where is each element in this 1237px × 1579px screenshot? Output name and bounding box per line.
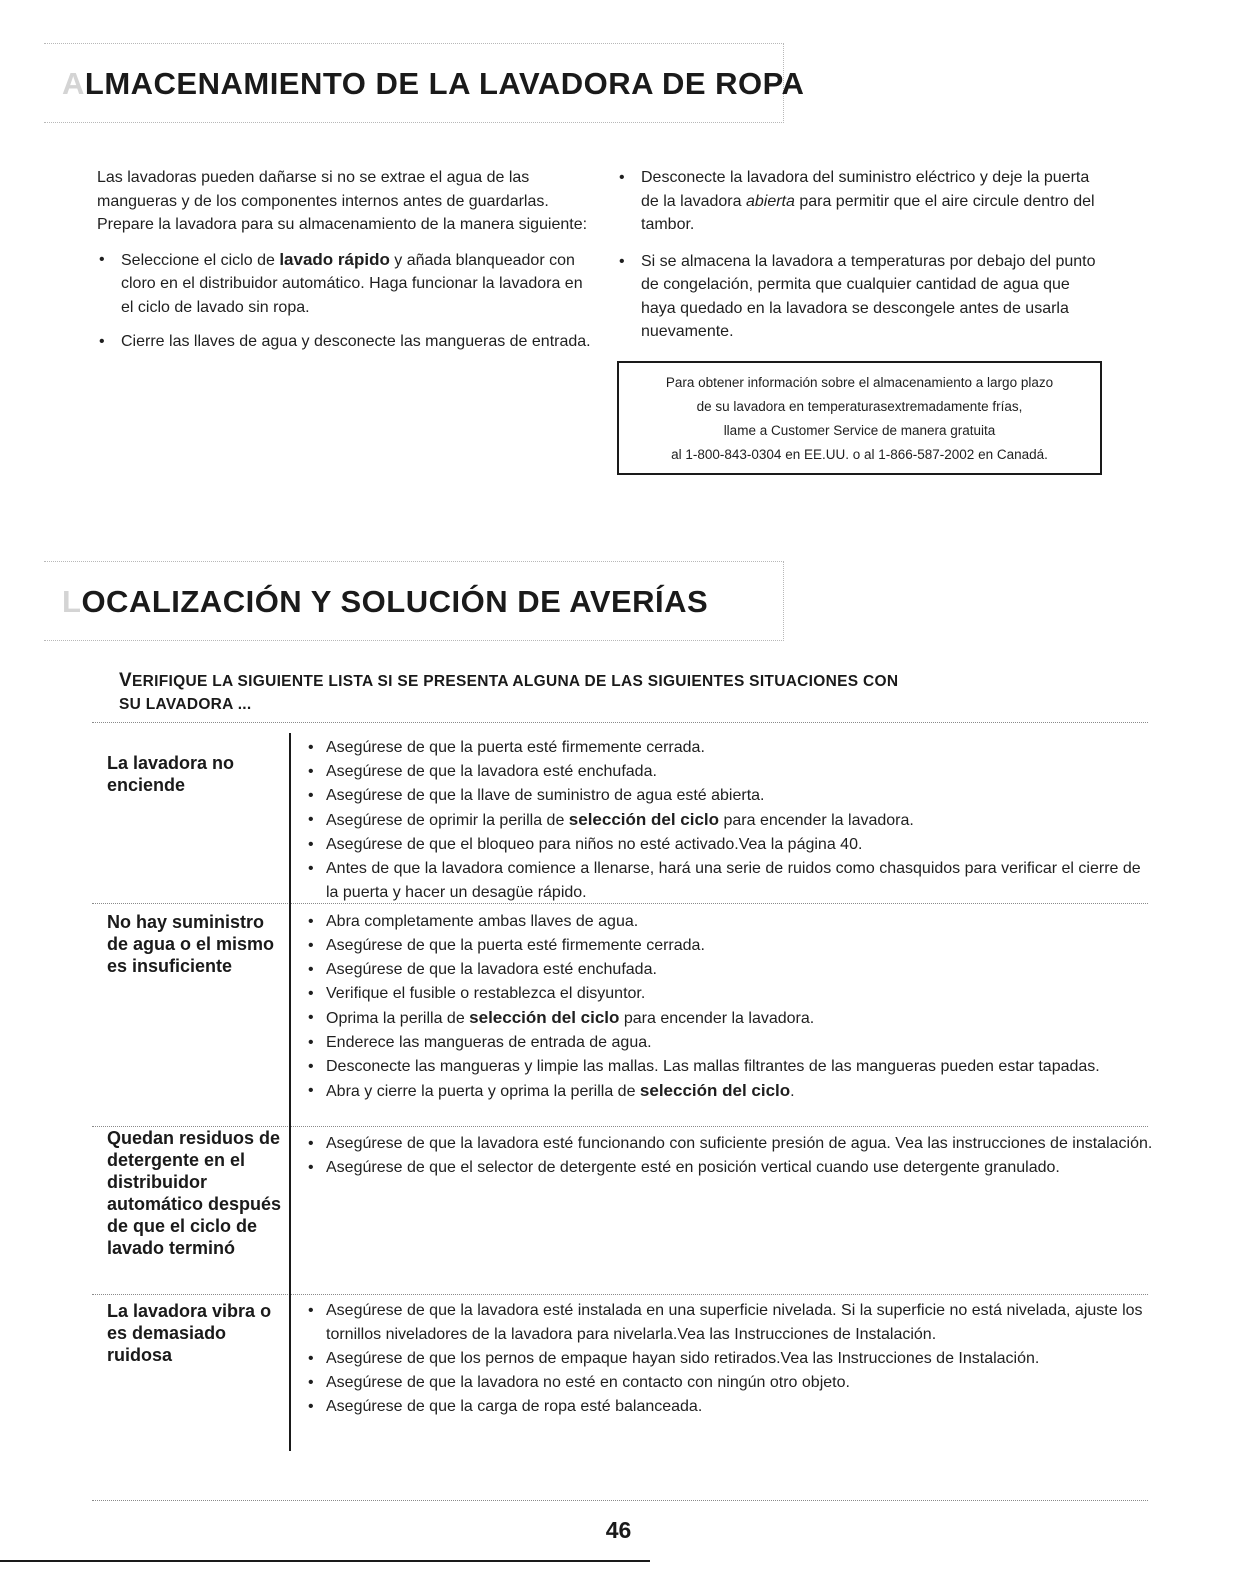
solution-item: • Asegúrese de que los pernos de empaque hayan sido retirados.Vea las Instrucciones de Instalación.: [306, 1347, 1156, 1371]
solutions-list-no-power: [306, 736, 1156, 905]
storage-steps-list: [97, 248, 597, 354]
solution-item: • Asegúrese de que la puerta esté firmemente cerrada.: [306, 934, 1156, 958]
troubleshooting-title-text: OCALIZACIÓN Y SOLUCIÓN DE AVERÍAS: [81, 584, 709, 619]
storage-step-freezing: • Si se almacena la lavadora a temperaturas por debajo del punto de congelación, permita que cualquier cantidad de agua que haya quedado en la lavadora se descongele antes de usarla nuevamente.: [617, 250, 1107, 344]
heading-line-1-text: ERIFIQUE LA SIGUIENTE LISTA SI SE PRESENTA ALGUNA DE LAS SIGUIENTES SITUACIONES CON: [131, 673, 899, 690]
solution-item-tail: para encender la lavadora.: [619, 1010, 815, 1027]
contact-line-1: Para obtener información sobre el almacenamiento a largo plazo: [665, 375, 1054, 390]
solution-item: • Asegúrese de que la llave de suministro de agua esté abierta.: [306, 784, 1156, 808]
open-emphasis: abierta: [745, 192, 795, 210]
storage-step-3-tail: para permitir que el aire circule dentro del tambor.: [641, 192, 1095, 233]
solution-item: • Asegúrese de que la lavadora esté enchufada.: [306, 760, 1156, 784]
heading-initial: V: [119, 670, 132, 691]
contact-info-box: [617, 361, 1102, 475]
solution-item: • Enderece las mangueras de entrada de agua.: [306, 1031, 1156, 1055]
storage-section-title: [62, 66, 804, 102]
storage-step-1-text: Seleccione el ciclo de: [121, 251, 280, 269]
page-number: 46: [605, 1517, 632, 1543]
storage-step-disconnect: [617, 166, 1107, 237]
storage-step-quick-wash: [97, 248, 597, 320]
quick-wash-emphasis: lavado rápido: [279, 249, 390, 269]
footer-separator: [92, 1500, 1148, 1501]
problem-label-detergent-residue: Quedan residuos de detergente en el distribuidor automático después de que el ciclo de lavado terminó: [107, 1128, 282, 1258]
heading-line-2: SU LAVADORA ...: [119, 696, 252, 713]
solution-item-tail: .: [790, 1083, 795, 1100]
solution-item-tail: para encender la lavadora.: [719, 812, 914, 829]
storage-title-text: LMACENAMIENTO DE LA LAVADORA DE ROPA: [84, 66, 805, 101]
contact-line-4: al 1-800-843-0304 en EE.UU. o al 1-866-587-2002 en Canadá.: [671, 447, 1048, 462]
table-vertical-divider: [289, 733, 291, 1451]
troubleshooting-heading: [119, 669, 1119, 716]
solution-item: • Asegúrese de que la puerta esté firmemente cerrada.: [306, 736, 1156, 760]
cycle-selection-emphasis: selección del ciclo: [568, 810, 720, 829]
storage-right-column: [617, 166, 1107, 344]
storage-steps-list-2: [617, 166, 1107, 344]
storage-intro: Las lavadoras pueden dañarse si no se extrae el agua de las mangueras y de los componentes internos antes de guardarlas. Prepare la lavadora para su almacenamiento de la manera siguiente:: [97, 169, 588, 233]
solution-item: • Antes de que la lavadora comience a llenarse, hará una serie de ruidos como chasquidos para verificar el cierre de la puerta y hacer un desagüe rápido.: [306, 857, 1156, 905]
solution-item-text: Asegúrese de oprimir la perilla de: [326, 812, 569, 829]
solution-item: • Desconecte las mangueras y limpie las mallas. Las mallas filtrantes de las mangueras pueden estar tapadas.: [306, 1055, 1156, 1079]
troubleshooting-title-initial: L: [62, 584, 82, 619]
contact-line-2: de su lavadora en temperaturasextremadamente frías,: [696, 399, 1023, 414]
troubleshooting-section-header: [44, 561, 784, 641]
storage-section-header: [44, 43, 805, 123]
solution-item: • Asegúrese de que el selector de detergente esté en posición vertical cuando use detergente granulado.: [306, 1156, 1156, 1180]
problem-label-no-water: No hay suministro de agua o el mismo es insuficiente: [107, 912, 275, 976]
solution-item-text: Abra y cierre la puerta y oprima la perilla de: [326, 1083, 640, 1100]
storage-title-initial: A: [62, 66, 85, 101]
solution-item: • Asegúrese de que el bloqueo para niños no esté activado.Vea la página 40.: [306, 833, 1156, 857]
heading-line-1: [119, 669, 1119, 693]
problem-label-no-power: La lavadora no enciende: [107, 753, 235, 795]
cycle-selection-emphasis: selección del ciclo: [639, 1081, 791, 1100]
storage-step-1-tail: y añada blanqueador con cloro en el distribuidor automático. Haga funcionar la lavadora en el ciclo de lavado sin ropa.: [121, 251, 583, 316]
solution-item: [306, 808, 1156, 833]
solution-item: • Asegúrese de que la carga de ropa esté balanceada.: [306, 1395, 1156, 1419]
solution-item: • Abra completamente ambas llaves de agua.: [306, 910, 1156, 934]
row-separator: [92, 1294, 1148, 1295]
solution-item: • Asegúrese de que la lavadora no esté en contacto con ningún otro objeto.: [306, 1371, 1156, 1395]
problem-label-vibration: La lavadora vibra o es demasiado ruidosa: [107, 1301, 272, 1365]
solution-item-text: Oprima la perilla de: [326, 1010, 470, 1027]
solution-item: • Asegúrese de que la lavadora esté funcionando con suficiente presión de agua. Vea las instrucciones de instalación.: [306, 1132, 1156, 1156]
solution-item: [306, 1079, 1156, 1104]
storage-step-close-valves: • Cierre las llaves de agua y desconecte las mangueras de entrada.: [97, 330, 597, 354]
troubleshooting-section-title: [62, 584, 708, 620]
solution-item: • Asegúrese de que la lavadora esté enchufada.: [306, 958, 1156, 982]
storage-step-3-text: Desconecte la lavadora del suministro eléctrico y deje la puerta de la lavadora: [641, 169, 1090, 210]
solutions-list-no-water: [306, 910, 1156, 1104]
solution-item: [306, 1006, 1156, 1031]
contact-line-3: llame a Customer Service de manera gratuita: [723, 423, 996, 438]
bottom-rule: [0, 1560, 650, 1562]
solution-item: • Verifique el fusible o restablezca el disyuntor.: [306, 982, 1156, 1006]
row-separator: [92, 722, 1148, 723]
solutions-list-detergent-residue: [306, 1132, 1156, 1180]
cycle-selection-emphasis: selección del ciclo: [469, 1008, 620, 1027]
solution-item: • Asegúrese de que la lavadora esté instalada en una superficie nivelada. Si la superficie no está nivelada, ajuste los tornillos niveladores de la lavadora para nivelarla.Vea las Instrucciones de Instalación.: [306, 1299, 1156, 1347]
solutions-list-vibration: [306, 1299, 1156, 1419]
storage-left-column: [97, 166, 597, 354]
